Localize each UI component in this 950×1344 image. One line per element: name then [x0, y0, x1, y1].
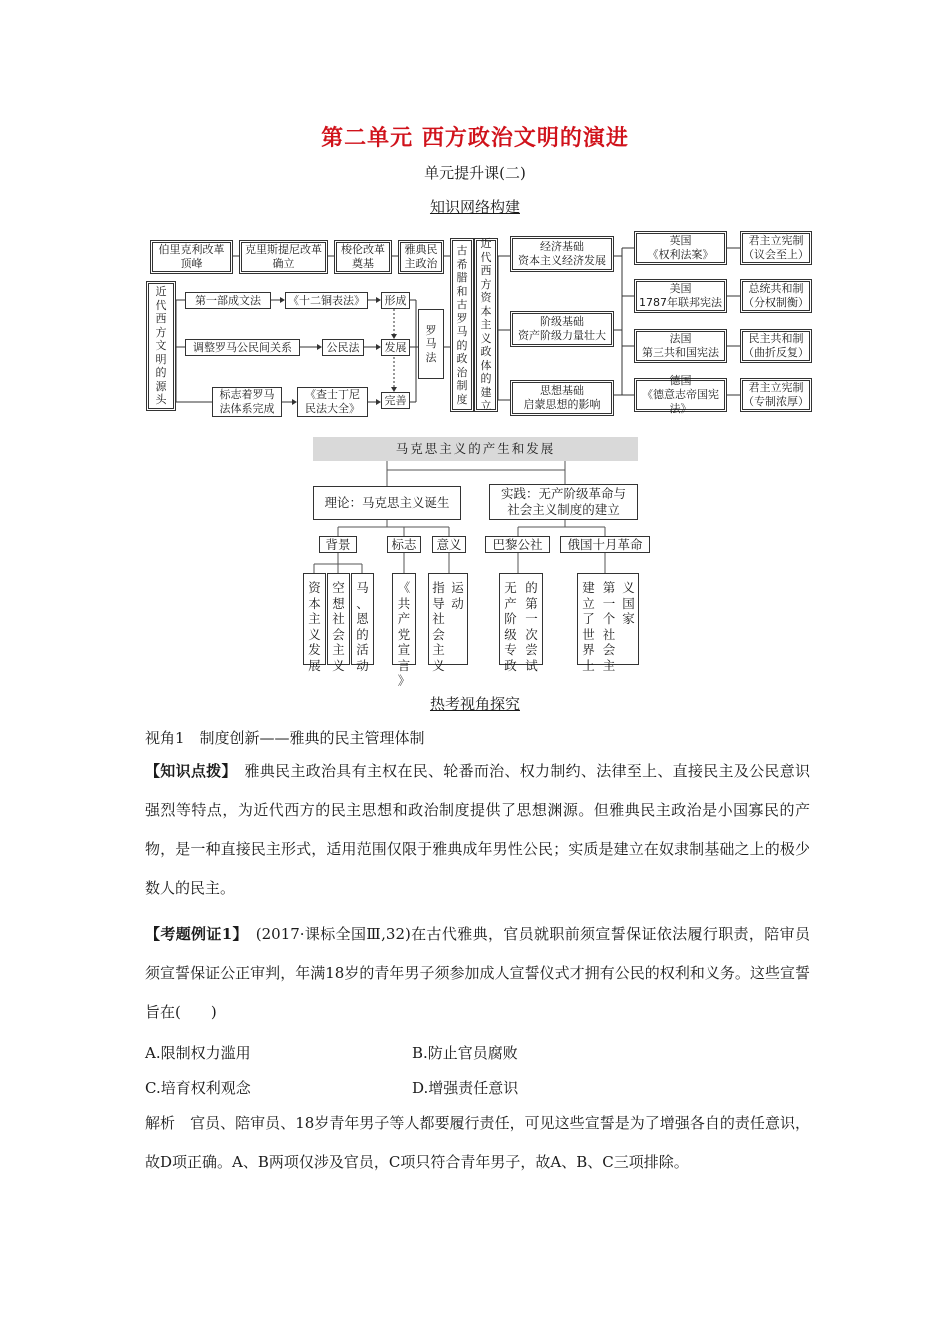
label-significance: 意义	[432, 536, 466, 553]
country-germany-box: 德国 《德意志帝国宪法》	[634, 378, 727, 412]
column-communist-manifesto: 《 共 产 党 宣 言 》	[392, 573, 416, 665]
system-germany-box: 君主立宪制 （专制浓厚）	[740, 378, 812, 412]
example-paragraph	[145, 915, 810, 1032]
economic-foundation-box: 经济基础 资本主义经济发展	[510, 236, 614, 272]
section-heading-knowledge-network: 知识网络构建	[429, 198, 520, 216]
system-usa-box: 总统共和制 （分权制衡）	[740, 279, 812, 313]
page-subtitle: 单元提升课(二)	[424, 164, 526, 182]
stage-formation-box: 形成	[381, 292, 410, 309]
column-established-world: 建 立 了 世 界 上	[577, 573, 599, 665]
label-october-revolution: 俄国十月革命	[560, 536, 650, 553]
system-france-box: 民主共和制 （曲折反复）	[740, 329, 812, 363]
column-utopian-socialism: 空 想 社 会 主 义	[327, 573, 350, 665]
roman-law-box: 罗 马 法	[418, 309, 444, 379]
label-symbol: 标志	[387, 536, 421, 553]
column-movement: 运 动	[448, 573, 468, 665]
solon-reform-box: 梭伦改革 奠基	[334, 240, 392, 274]
modern-capitalist-box: 近 代 西 方 资 本 主 义 政 体 的 建 立	[474, 238, 498, 412]
label-paris-commune: 巴黎公社	[485, 536, 550, 553]
knowledge-paragraph	[145, 752, 810, 908]
ideological-foundation-box: 思想基础 启蒙思想的影响	[510, 380, 614, 416]
page-title: 第二单元 西方政治文明的演进	[321, 126, 629, 151]
column-first-socialist: 第 一 个 社 会 主	[599, 573, 619, 665]
modern-west-source-box: 近 代 西 方 文 明 的 源 头	[146, 281, 176, 411]
practice-box: 实践：无产阶级革命与 社会主义制度的建立	[489, 484, 638, 520]
ancient-politics-box: 古 希 腊 和 古 罗 马 的 政 治 制 度	[450, 238, 474, 412]
column-proletarian-dictatorship: 无 产 阶 级 专 政	[499, 573, 521, 665]
citizen-relations-box: 调整罗马公民间关系	[185, 339, 300, 356]
example-label: 【考题例证1】	[145, 925, 241, 943]
knowledge-text: 雅典民主政治具有主权在民、轮番而治、权力制约、法律至上、直接民主及公民意识强烈等特点，为近代西方的民主思想和政治制度提供了思想渊源。但雅典民主政治是小国寡民的产物，是一种直接民主形式，适用范围仅限于雅典成年男性公民；实质是建立在奴隶制基础之上的极少数人的民主。	[145, 762, 810, 897]
cleisthenes-reform-box: 克里斯提尼改革 确立	[239, 240, 328, 274]
label-background: 背景	[319, 536, 357, 553]
column-first-attempt: 的 第 一 次 尝 试	[521, 573, 543, 665]
knowledge-label: 【知识点拨】	[145, 762, 230, 780]
analysis-paragraph: 解析 官员、陪审员、18岁青年男子等人都要履行责任，可见这些宣誓是为了增强各自的责任意识，故D项正确。A、B两项仅涉及官员，C项只符合青年男子，故A、B、C三项排除。	[145, 1114, 810, 1171]
column-guide-socialism: 指 导 社 会 主 义	[428, 573, 448, 665]
stage-development-box: 发展	[381, 339, 410, 356]
country-britain-box: 英国 《权利法案》	[634, 231, 727, 265]
athenian-democracy-box: 雅典民 主政治	[398, 240, 444, 274]
column-marx-engels: 马 、 恩 的 活 动	[351, 573, 374, 665]
marxism-header: 马克思主义的产生和发展	[313, 437, 638, 461]
pericles-reform-box: 伯里克利改革 顶峰	[150, 240, 233, 274]
country-france-box: 法国 第三共和国宪法	[634, 329, 727, 363]
civil-law-box: 公民法	[322, 339, 364, 356]
country-usa-box: 美国 1787年联邦宪法	[634, 279, 727, 313]
twelve-tables-box: 《十二铜表法》	[285, 292, 368, 309]
first-written-law-box: 第一部成文法	[185, 292, 271, 309]
justinian-code-box: 《查士丁尼 民法大全》	[297, 387, 368, 417]
example-text: (2017·课标全国Ⅲ,32)在古代雅典，官员就职前须宣誓保证依法履行职责，陪审员须宣誓保证公正审判，年满18岁的青年男子须参加成人宣誓仪式才拥有公民的权利和义务。这些宣誓旨在( )	[145, 925, 810, 1021]
column-state: 义 国 家	[619, 573, 639, 665]
option-d: D.增强责任意识	[412, 1079, 519, 1097]
angle-heading: 视角1 制度创新——雅典的民主管理体制	[145, 729, 425, 747]
column-capitalism: 资 本 主 义 发 展	[303, 573, 326, 665]
option-b: B.防止官员腐败	[412, 1044, 518, 1062]
roman-law-complete-box: 标志着罗马 法体系完成	[212, 387, 282, 417]
class-foundation-box: 阶级基础 资产阶级力量壮大	[510, 311, 614, 347]
system-britain-box: 君主立宪制 （议会至上）	[740, 231, 812, 265]
stage-perfection-box: 完善	[381, 392, 410, 409]
theory-box: 理论：马克思主义诞生	[313, 486, 461, 520]
option-c: C.培育权利观念	[145, 1079, 251, 1097]
section-heading-hot-topics: 热考视角探究	[429, 695, 520, 713]
option-a: A.限制权力滥用	[145, 1044, 251, 1062]
